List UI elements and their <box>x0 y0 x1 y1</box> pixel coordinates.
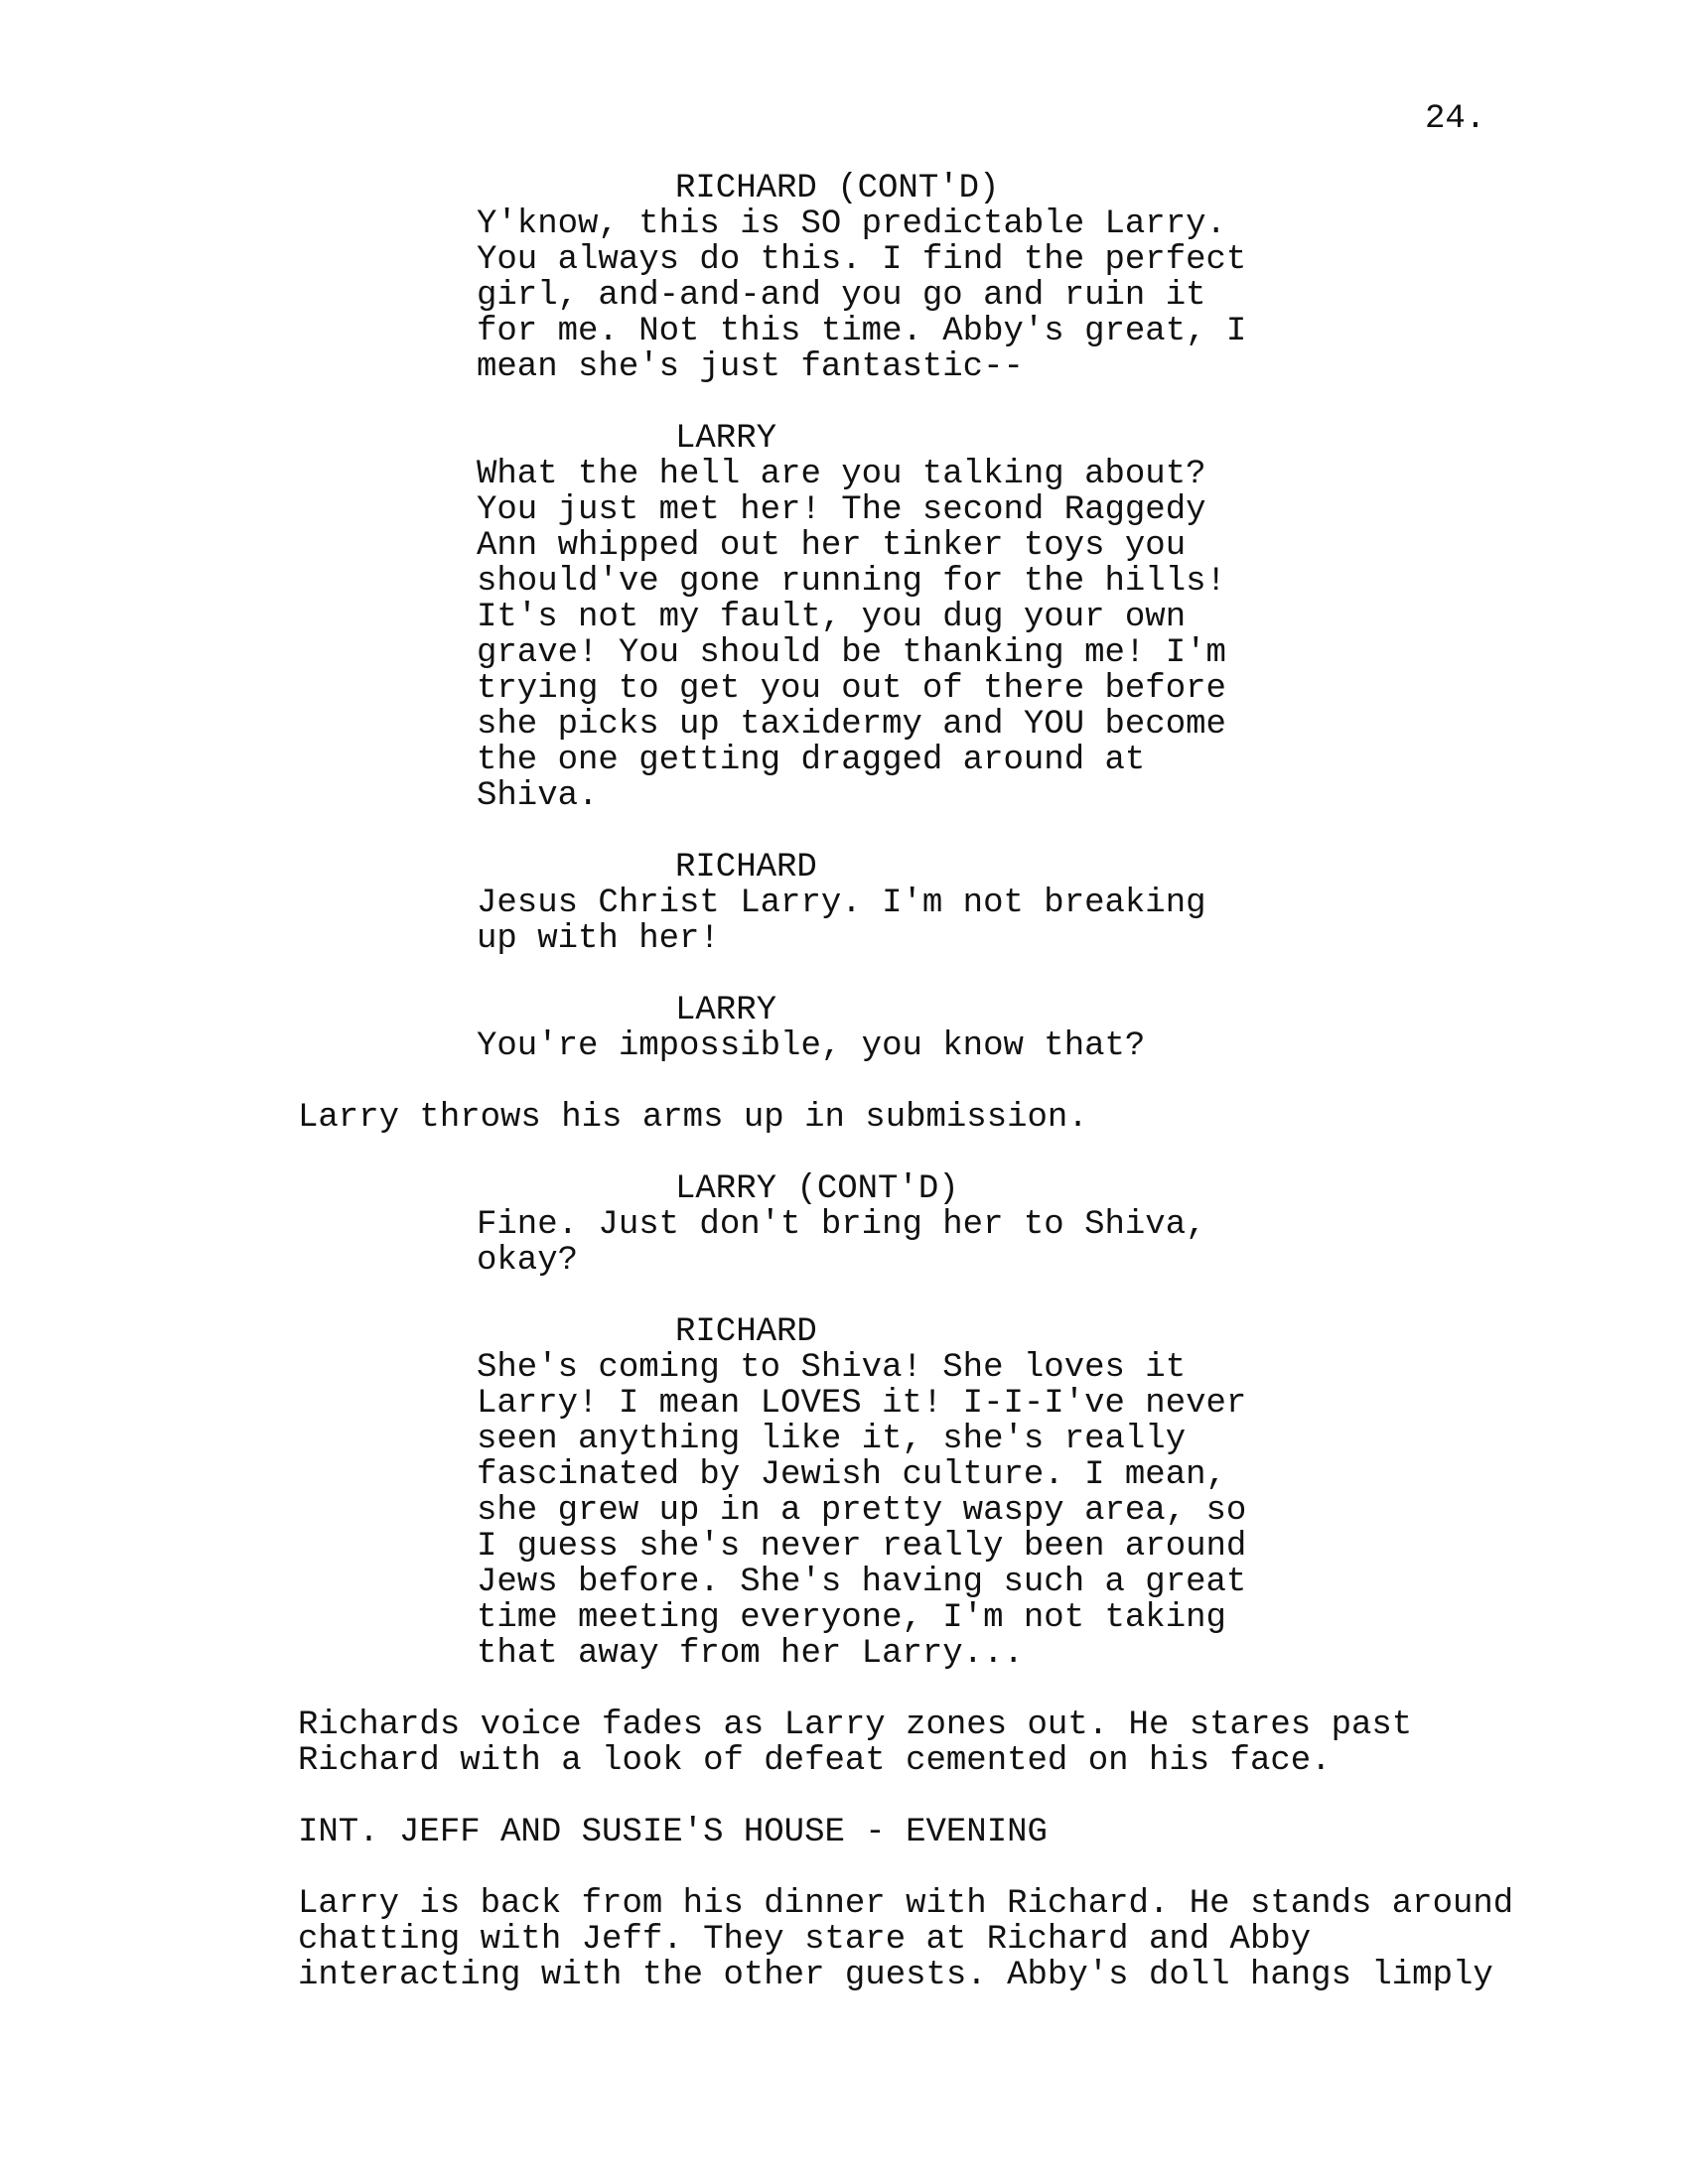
dialogue-line: You always do this. I find the perfect <box>477 241 1247 279</box>
character-cue: LARRY (CONT'D) <box>675 1170 959 1208</box>
dialogue-line: You just met her! The second Raggedy <box>477 491 1206 529</box>
dialogue-line: trying to get you out of there before <box>477 670 1226 708</box>
action-line: INT. JEFF AND SUSIE'S HOUSE - EVENING <box>298 1814 1048 1851</box>
character-cue: RICHARD <box>675 849 817 887</box>
action-line: Richards voice fades as Larry zones out. He stares past <box>298 1706 1413 1744</box>
dialogue-line: she grew up in a pretty waspy area, so <box>477 1492 1247 1530</box>
dialogue-line: grave! You should be thanking me! I'm <box>477 634 1226 672</box>
dialogue-line: that away from her Larry... <box>477 1635 1024 1673</box>
page-number: 24. <box>1425 100 1486 138</box>
dialogue-line: mean she's just fantastic-- <box>477 348 1024 386</box>
dialogue-line: Jews before. She's having such a great <box>477 1564 1247 1601</box>
dialogue-line: she picks up taxidermy and YOU become <box>477 706 1226 744</box>
dialogue-line: Fine. Just don't bring her to Shiva, <box>477 1206 1206 1244</box>
dialogue-line: okay? <box>477 1242 579 1280</box>
dialogue-line: What the hell are you talking about? <box>477 456 1206 493</box>
dialogue-line: fascinated by Jewish culture. I mean, <box>477 1456 1226 1494</box>
dialogue-line: time meeting everyone, I'm not taking <box>477 1599 1226 1637</box>
dialogue-line: Larry! I mean LOVES it! I-I-I've never <box>477 1385 1247 1423</box>
action-line: Larry throws his arms up in submission. <box>298 1099 1088 1137</box>
dialogue-line: Shiva. <box>477 777 599 815</box>
character-cue: RICHARD (CONT'D) <box>675 170 1000 207</box>
character-cue: RICHARD <box>675 1313 817 1351</box>
dialogue-line: seen anything like it, she's really <box>477 1421 1187 1458</box>
character-cue: LARRY <box>675 420 777 458</box>
action-line: chatting with Jeff. They stare at Richard and Abby <box>298 1921 1312 1959</box>
dialogue-line: I guess she's never really been around <box>477 1528 1247 1566</box>
dialogue-line: Ann whipped out her tinker toys you <box>477 527 1187 565</box>
dialogue-line: Jesus Christ Larry. I'm not breaking <box>477 885 1206 922</box>
dialogue-line: should've gone running for the hills! <box>477 563 1226 601</box>
dialogue-line: You're impossible, you know that? <box>477 1027 1146 1065</box>
dialogue-line: up with her! <box>477 920 720 958</box>
dialogue-line: girl, and-and-and you go and ruin it <box>477 277 1206 315</box>
character-cue: LARRY <box>675 992 777 1029</box>
action-line: interacting with the other guests. Abby's doll hangs limply <box>298 1957 1493 1994</box>
dialogue-line: She's coming to Shiva! She loves it <box>477 1349 1187 1387</box>
action-line: Larry is back from his dinner with Richard. He stands around <box>298 1885 1514 1923</box>
dialogue-line: It's not my fault, you dug your own <box>477 599 1187 636</box>
dialogue-line: the one getting dragged around at <box>477 742 1146 779</box>
dialogue-line: Y'know, this is SO predictable Larry. <box>477 205 1226 243</box>
action-line: Richard with a look of defeat cemented on his face. <box>298 1742 1332 1780</box>
dialogue-line: for me. Not this time. Abby's great, I <box>477 313 1247 350</box>
